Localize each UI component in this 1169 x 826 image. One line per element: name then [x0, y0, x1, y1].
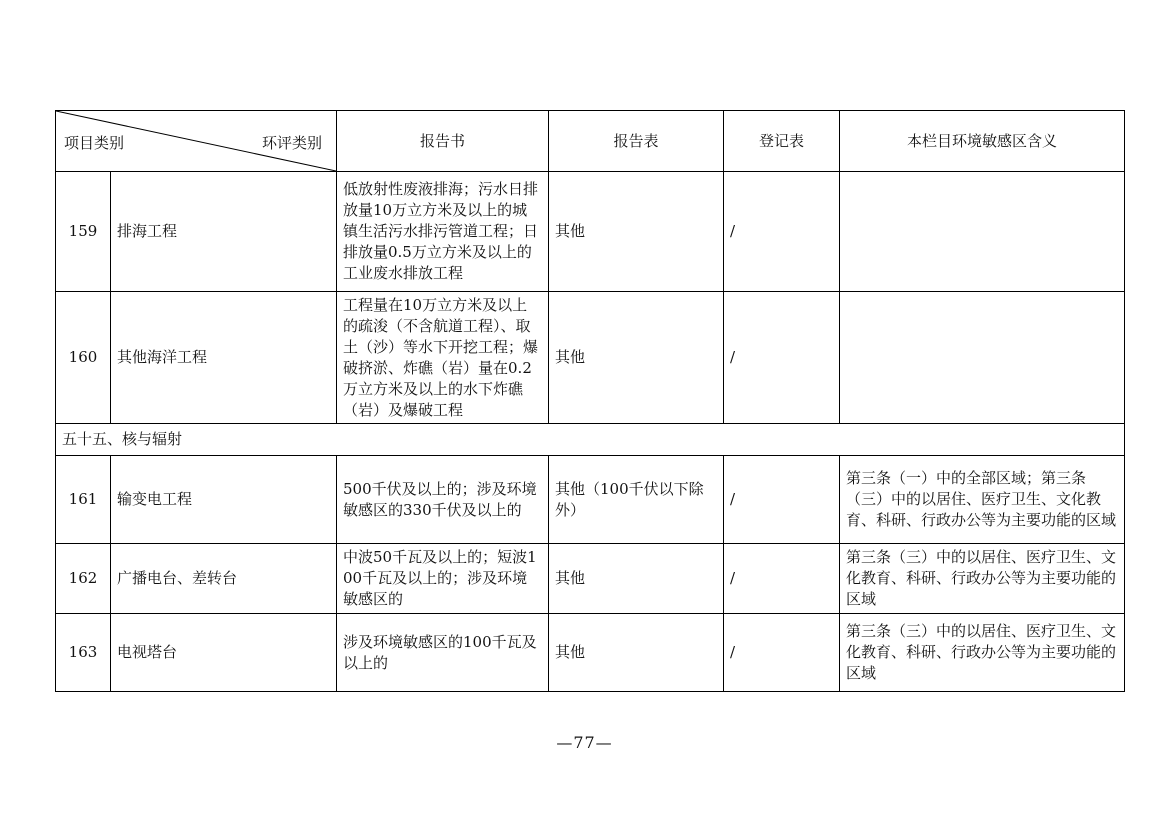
row-registration: /: [724, 456, 840, 544]
row-report-book: 涉及环境敏感区的100千瓦及以上的: [337, 614, 549, 692]
row-report-table: 其他: [549, 172, 724, 292]
row-report-book: 低放射性废液排海；污水日排放量10万立方米及以上的城镇生活污水排污管道工程；日排放量0.5万立方米及以上的工业废水排放工程: [337, 172, 549, 292]
row-number: 159: [56, 172, 111, 292]
page-number: —77—: [556, 733, 613, 752]
row-sensitive-meaning: 第三条（一）中的全部区域；第三条（三）中的以居住、医疗卫生、文化教育、科研、行政办公等为主要功能的区域: [840, 456, 1125, 544]
row-registration: /: [724, 292, 840, 424]
diagonal-header-cell: [56, 111, 337, 172]
row-report-table: 其他: [549, 292, 724, 424]
row-sensitive-meaning: [840, 292, 1125, 424]
row-number: 161: [56, 456, 111, 544]
row-report-table: 其他: [549, 544, 724, 614]
row-report-table: 其他（100千伏以下除外）: [549, 456, 724, 544]
eia-category-table: [55, 110, 1125, 692]
row-project-name: 广播电台、差转台: [111, 544, 337, 614]
header-registration-form: 登记表: [724, 111, 840, 172]
row-registration: /: [724, 614, 840, 692]
section-heading: 五十五、核与辐射: [56, 424, 1125, 456]
header-project-category: 项目类别: [64, 134, 125, 152]
row-report-table: 其他: [549, 614, 724, 692]
row-project-name: 排海工程: [111, 172, 337, 292]
row-report-book: 中波50千瓦及以上的；短波100千瓦及以上的；涉及环境敏感区的: [337, 544, 549, 614]
row-project-name: 电视塔台: [111, 614, 337, 692]
table-row: [56, 172, 1125, 292]
table-row: [56, 292, 1125, 424]
row-sensitive-meaning: 第三条（三）中的以居住、医疗卫生、文化教育、科研、行政办公等为主要功能的区域: [840, 544, 1125, 614]
header-sensitive-area-meaning: 本栏目环境敏感区含义: [840, 111, 1125, 172]
header-eia-category: 环评类别: [261, 134, 322, 152]
row-report-book: 500千伏及以上的；涉及环境敏感区的330千伏及以上的: [337, 456, 549, 544]
row-sensitive-meaning: [840, 172, 1125, 292]
header-report-book: 报告书: [337, 111, 549, 172]
row-project-name: 输变电工程: [111, 456, 337, 544]
section-row: [56, 424, 1125, 456]
row-sensitive-meaning: 第三条（三）中的以居住、医疗卫生、文化教育、科研、行政办公等为主要功能的区域: [840, 614, 1125, 692]
row-number: 162: [56, 544, 111, 614]
row-number: 163: [56, 614, 111, 692]
table-row: [56, 614, 1125, 692]
table-row: [56, 456, 1125, 544]
table-header-row: [56, 111, 1125, 172]
header-report-table: 报告表: [549, 111, 724, 172]
table-row: [56, 544, 1125, 614]
row-registration: /: [724, 172, 840, 292]
row-report-book: 工程量在10万立方米及以上的疏浚（不含航道工程）、取土（沙）等水下开挖工程；爆破挤淤、炸礁（岩）量在0.2万立方米及以上的水下炸礁（岩）及爆破工程: [337, 292, 549, 424]
row-number: 160: [56, 292, 111, 424]
row-project-name: 其他海洋工程: [111, 292, 337, 424]
row-registration: /: [724, 544, 840, 614]
